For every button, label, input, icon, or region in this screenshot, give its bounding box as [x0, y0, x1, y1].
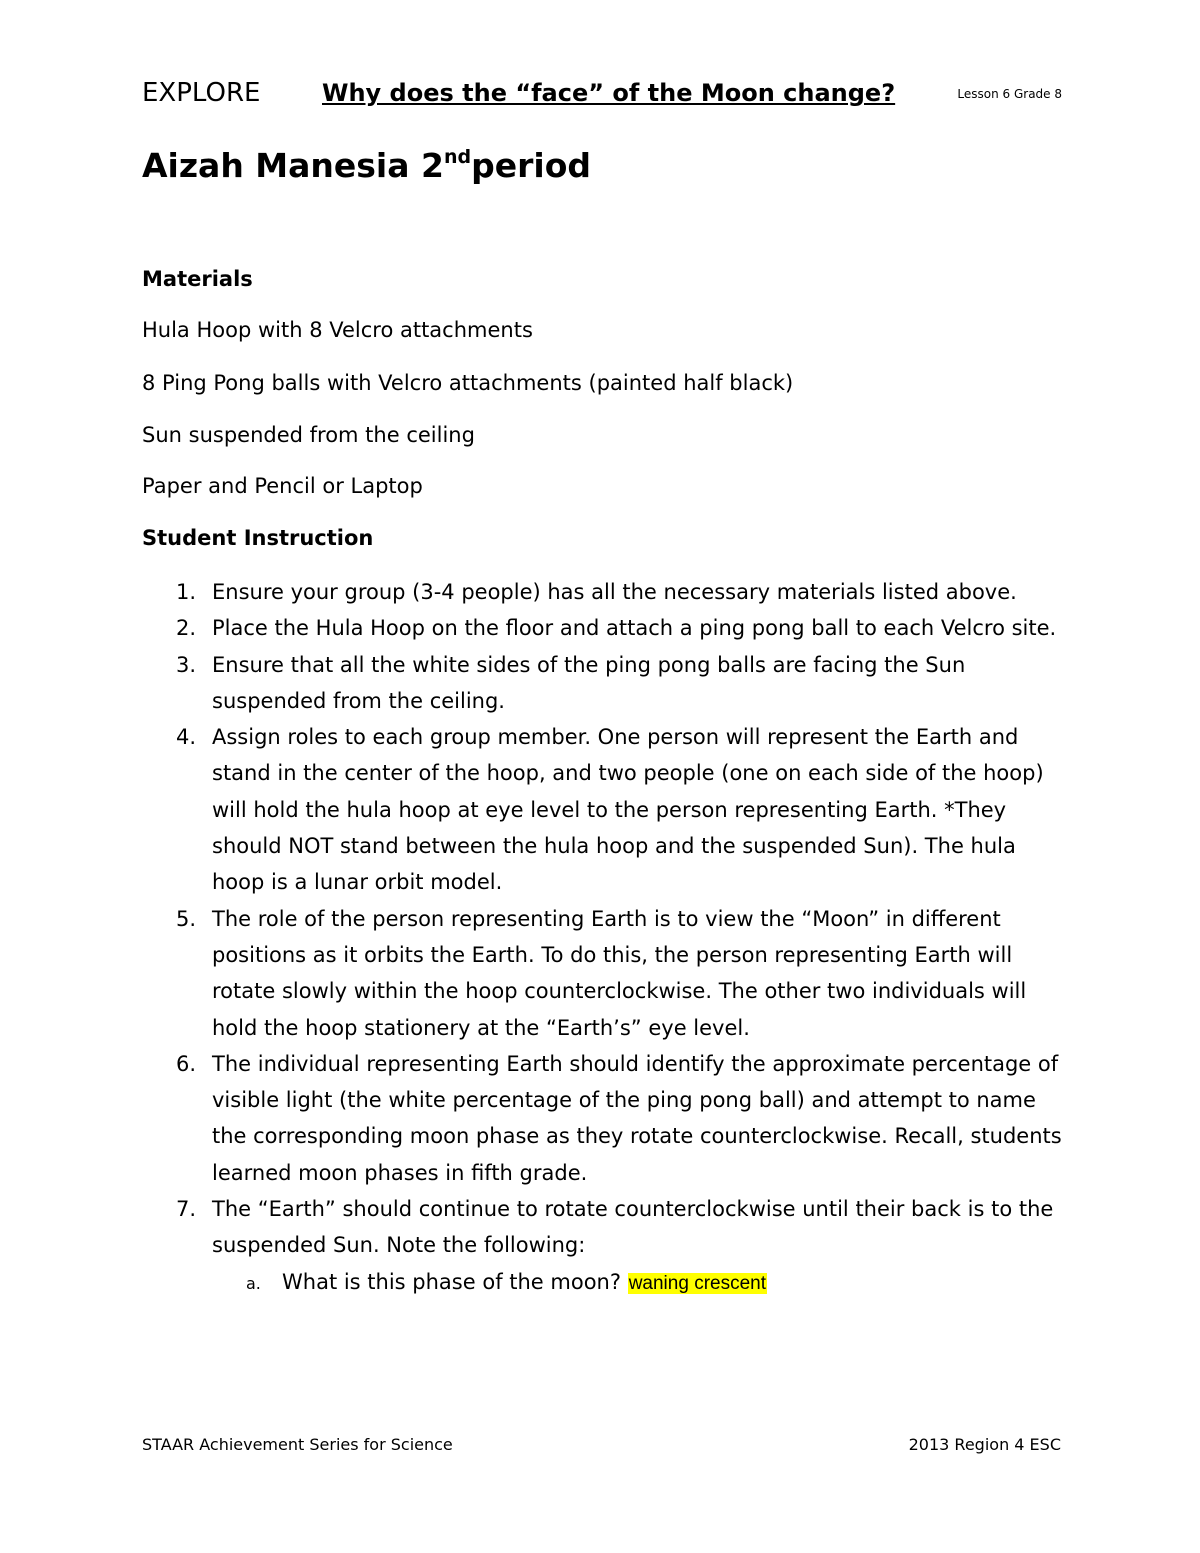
instruction-text: The “Earth” should continue to rotate counterclockwise until their back is to the suspended Sun. Note the following:: [212, 1197, 1054, 1258]
instruction-item: [142, 719, 1072, 900]
sub-instruction-item: [212, 1264, 1072, 1302]
instruction-item: [142, 1046, 1072, 1191]
instruction-item: [142, 610, 1072, 646]
instruction-list: [142, 574, 1072, 1302]
instruction-item: [142, 574, 1072, 610]
instruction-text: Ensure your group (3-4 people) has all the necessary materials listed above.: [212, 580, 1017, 604]
material-item: Sun suspended from the ceiling: [142, 423, 475, 447]
instruction-text: The role of the person representing Earth is to view the “Moon” in different positions as it orbits the Earth. To do this, the person representing Earth will rotate slowly within the hoop counterclockwise. The other two individuals will hold the hoop stationery at the “Earth’s” eye level.: [212, 906, 1027, 1040]
sub-instruction-number: a.: [246, 1273, 261, 1293]
footer-publisher: 2013 Region 4 ESC: [908, 1435, 1061, 1454]
material-item: Hula Hoop with 8 Velcro attachments: [142, 318, 533, 342]
materials-heading: Materials: [142, 267, 253, 291]
instruction-text: Place the Hula Hoop on the floor and attach a ping pong ball to each Velcro site.: [212, 616, 1057, 641]
student-name-prefix: Aizah Manesia 2: [142, 146, 444, 185]
sub-instruction-question: What is this phase of the moon?: [282, 1269, 622, 1294]
page-header: [142, 76, 1062, 112]
instruction-number: 2.: [176, 616, 197, 641]
instructions-heading: Student Instruction: [142, 526, 374, 550]
lesson-label: Lesson 6 Grade 8: [957, 87, 1062, 101]
instruction-number: 4.: [176, 725, 197, 750]
instruction-number: 1.: [176, 580, 197, 604]
sub-instruction-list: [212, 1264, 1072, 1302]
instruction-text: Assign roles to each group member. One person will represent the Earth and stand in the center of the hoop, and two people (one on each side of the hoop) will hold the hula hoop at eye level to the person representing Earth. *They should NOT stand between the hula hoop and the suspended Sun). The hula hoop is a lunar orbit model.: [212, 725, 1044, 895]
instruction-number: 6.: [176, 1051, 197, 1076]
student-name-superscript: nd: [443, 146, 472, 168]
instruction-text: The individual representing Earth should identify the approximate percentage of visible light (the white percentage of the ping pong ball) and attempt to name the corresponding moon phase as they rotate counterclockwise. Recall, students learned moon phases in fifth grade.: [212, 1051, 1062, 1185]
instruction-number: 5.: [176, 906, 197, 931]
answer-text[interactable]: waning crescent: [628, 1272, 766, 1294]
instruction-item: [142, 647, 1072, 720]
instruction-item: [142, 901, 1072, 1046]
material-item: 8 Ping Pong balls with Velcro attachments (painted half black): [142, 371, 794, 395]
header-label: EXPLORE: [142, 78, 261, 108]
instruction-number: 7.: [176, 1197, 197, 1222]
student-name-suffix: period: [471, 146, 591, 185]
header-title: Why does the “face” of the Moon change?: [322, 79, 896, 107]
instruction-number: 3.: [176, 652, 197, 677]
student-name: [142, 144, 591, 188]
instruction-text: Ensure that all the white sides of the ping pong balls are facing the Sun suspended from the ceiling.: [212, 652, 966, 713]
instruction-item: [142, 1191, 1072, 1302]
material-item: Paper and Pencil or Laptop: [142, 474, 423, 498]
footer-series: STAAR Achievement Series for Science: [142, 1435, 453, 1454]
